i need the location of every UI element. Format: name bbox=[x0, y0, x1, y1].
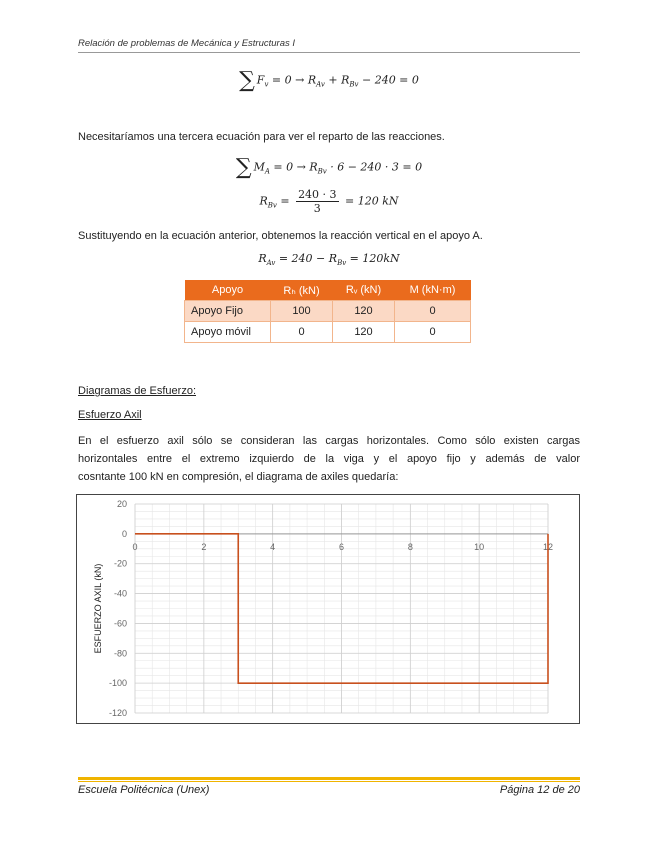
equation-rav bbox=[78, 252, 580, 267]
table-header: Apoyo bbox=[185, 280, 271, 301]
footer-school: Escuela Politécnica (Unex) bbox=[78, 784, 210, 796]
equation-rbv bbox=[78, 188, 580, 215]
eq1-r1: R bbox=[307, 73, 317, 87]
x-tick-label: 12 bbox=[542, 541, 554, 552]
table-cell: 100 bbox=[271, 301, 333, 322]
footer-rule bbox=[78, 777, 580, 780]
eq4-rest: = 120kN bbox=[346, 252, 400, 265]
table-header: Rₕ (kN) bbox=[271, 280, 333, 301]
table-cell: 0 bbox=[395, 322, 471, 343]
y-tick-label: -80 bbox=[113, 648, 127, 659]
eq1-rest: − 240 = 0 bbox=[358, 73, 419, 87]
y-tick-label: -60 bbox=[113, 618, 127, 629]
page-header: Relación de problemas de Mecánica y Estructuras I bbox=[78, 38, 296, 49]
table-cell: Apoyo móvil bbox=[185, 322, 271, 343]
fraction bbox=[296, 188, 338, 215]
eq2-lhs-sub: A bbox=[264, 167, 270, 176]
eq4-r: R bbox=[328, 252, 338, 265]
table-cell: 0 bbox=[395, 301, 471, 322]
eq1-r1-sub: Av bbox=[316, 80, 325, 89]
paragraph-3-line-1: En el esfuerzo axil sólo se consideran las cargas horizontales. Como sólo existen cargas bbox=[78, 435, 580, 447]
x-tick-label: 4 bbox=[270, 541, 276, 552]
sigma-symbol: ∑ bbox=[235, 155, 252, 180]
x-tick-label: 6 bbox=[338, 541, 345, 552]
eq1-plus: + bbox=[324, 73, 342, 87]
y-tick-label: -100 bbox=[108, 678, 127, 689]
eq1-mid: = 0 → bbox=[268, 73, 308, 87]
eq3-eq: = bbox=[276, 194, 294, 208]
footer-page-number: Página 12 de 20 bbox=[499, 784, 580, 796]
axial-force-chart bbox=[76, 494, 580, 724]
table-cell: 120 bbox=[333, 301, 395, 322]
eq1-r2: R bbox=[341, 73, 350, 87]
y-tick-label: 0 bbox=[121, 528, 127, 539]
table-cell: 120 bbox=[333, 322, 395, 343]
chart-svg bbox=[77, 495, 579, 723]
eq4-lhs: R bbox=[258, 252, 267, 265]
eq4-mid: = 240 − bbox=[275, 252, 329, 265]
paragraph-2: Sustituyendo en la ecuación anterior, obtenemos la reacción vertical en el apoyo A. bbox=[78, 230, 483, 242]
table-row bbox=[185, 322, 471, 343]
header-rule bbox=[78, 52, 580, 53]
equation-sum-fv: ∑ $F_v = 0 \to R_{Av} + R_{Bv} - 240 = 0$ bbox=[239, 68, 419, 93]
fraction-numerator: 240 · 3 bbox=[298, 188, 337, 201]
footer-rule-thin bbox=[78, 781, 580, 782]
y-axis-label: ESFUERZO AXIL (kN) bbox=[93, 563, 103, 654]
eq1-r2-sub: Bv bbox=[349, 80, 359, 89]
y-tick-label: -120 bbox=[108, 708, 127, 718]
eq2-r-sub: Bv bbox=[317, 167, 327, 176]
table-header: M (kN·m) bbox=[395, 280, 471, 301]
y-tick-label: -40 bbox=[113, 588, 127, 599]
x-tick-label: 2 bbox=[201, 541, 207, 552]
eq3-lhs: R bbox=[259, 194, 268, 208]
fraction-denominator: 3 bbox=[313, 202, 321, 215]
reactions-table bbox=[184, 280, 471, 343]
eq3-rest: = 120 kN bbox=[341, 194, 399, 208]
paragraph-3-line-2: horizontales entre el extremo izquierdo de la viga y el apoyo fijo y además de valor bbox=[78, 453, 580, 465]
x-tick-label: 0 bbox=[132, 541, 138, 552]
x-tick-label: 10 bbox=[474, 541, 485, 552]
table-header: Rᵥ (kN) bbox=[333, 280, 395, 301]
paragraph-3-line-3: cosntante 100 kN en compresión, el diagrama de axiles quedaría: bbox=[78, 471, 399, 483]
eq4-r-sub: Bv bbox=[337, 259, 347, 267]
eq2-rest: · 6 − 240 · 3 = 0 bbox=[326, 160, 423, 174]
table-cell: 0 bbox=[271, 322, 333, 343]
subsection-title: Esfuerzo Axil bbox=[78, 409, 142, 421]
table-cell: Apoyo Fijo bbox=[185, 301, 271, 322]
y-tick-label: -20 bbox=[113, 558, 127, 569]
section-title: Diagramas de Esfuerzo: bbox=[78, 385, 196, 397]
equation-sum-ma: ∑ $M_A = 0 \to R_{Bv} \cdot 6 - 240 \cdot 3 = 0$ bbox=[235, 155, 423, 180]
x-tick-label: 8 bbox=[407, 541, 413, 552]
y-tick-label: 20 bbox=[116, 499, 127, 509]
eq4-lhs-sub: Av bbox=[266, 259, 276, 267]
eq1-lhs-sub: v bbox=[264, 80, 269, 89]
eq2-mid: = 0 → bbox=[269, 160, 310, 174]
eq2-r: R bbox=[309, 160, 318, 174]
sigma-symbol: ∑ bbox=[239, 68, 255, 93]
table-header-row bbox=[185, 280, 471, 301]
table-row bbox=[185, 301, 471, 322]
paragraph-1: Necesitaríamos una tercera ecuación para ver el reparto de las reacciones. bbox=[78, 131, 445, 143]
eq3-lhs-sub: Bv bbox=[267, 201, 277, 210]
